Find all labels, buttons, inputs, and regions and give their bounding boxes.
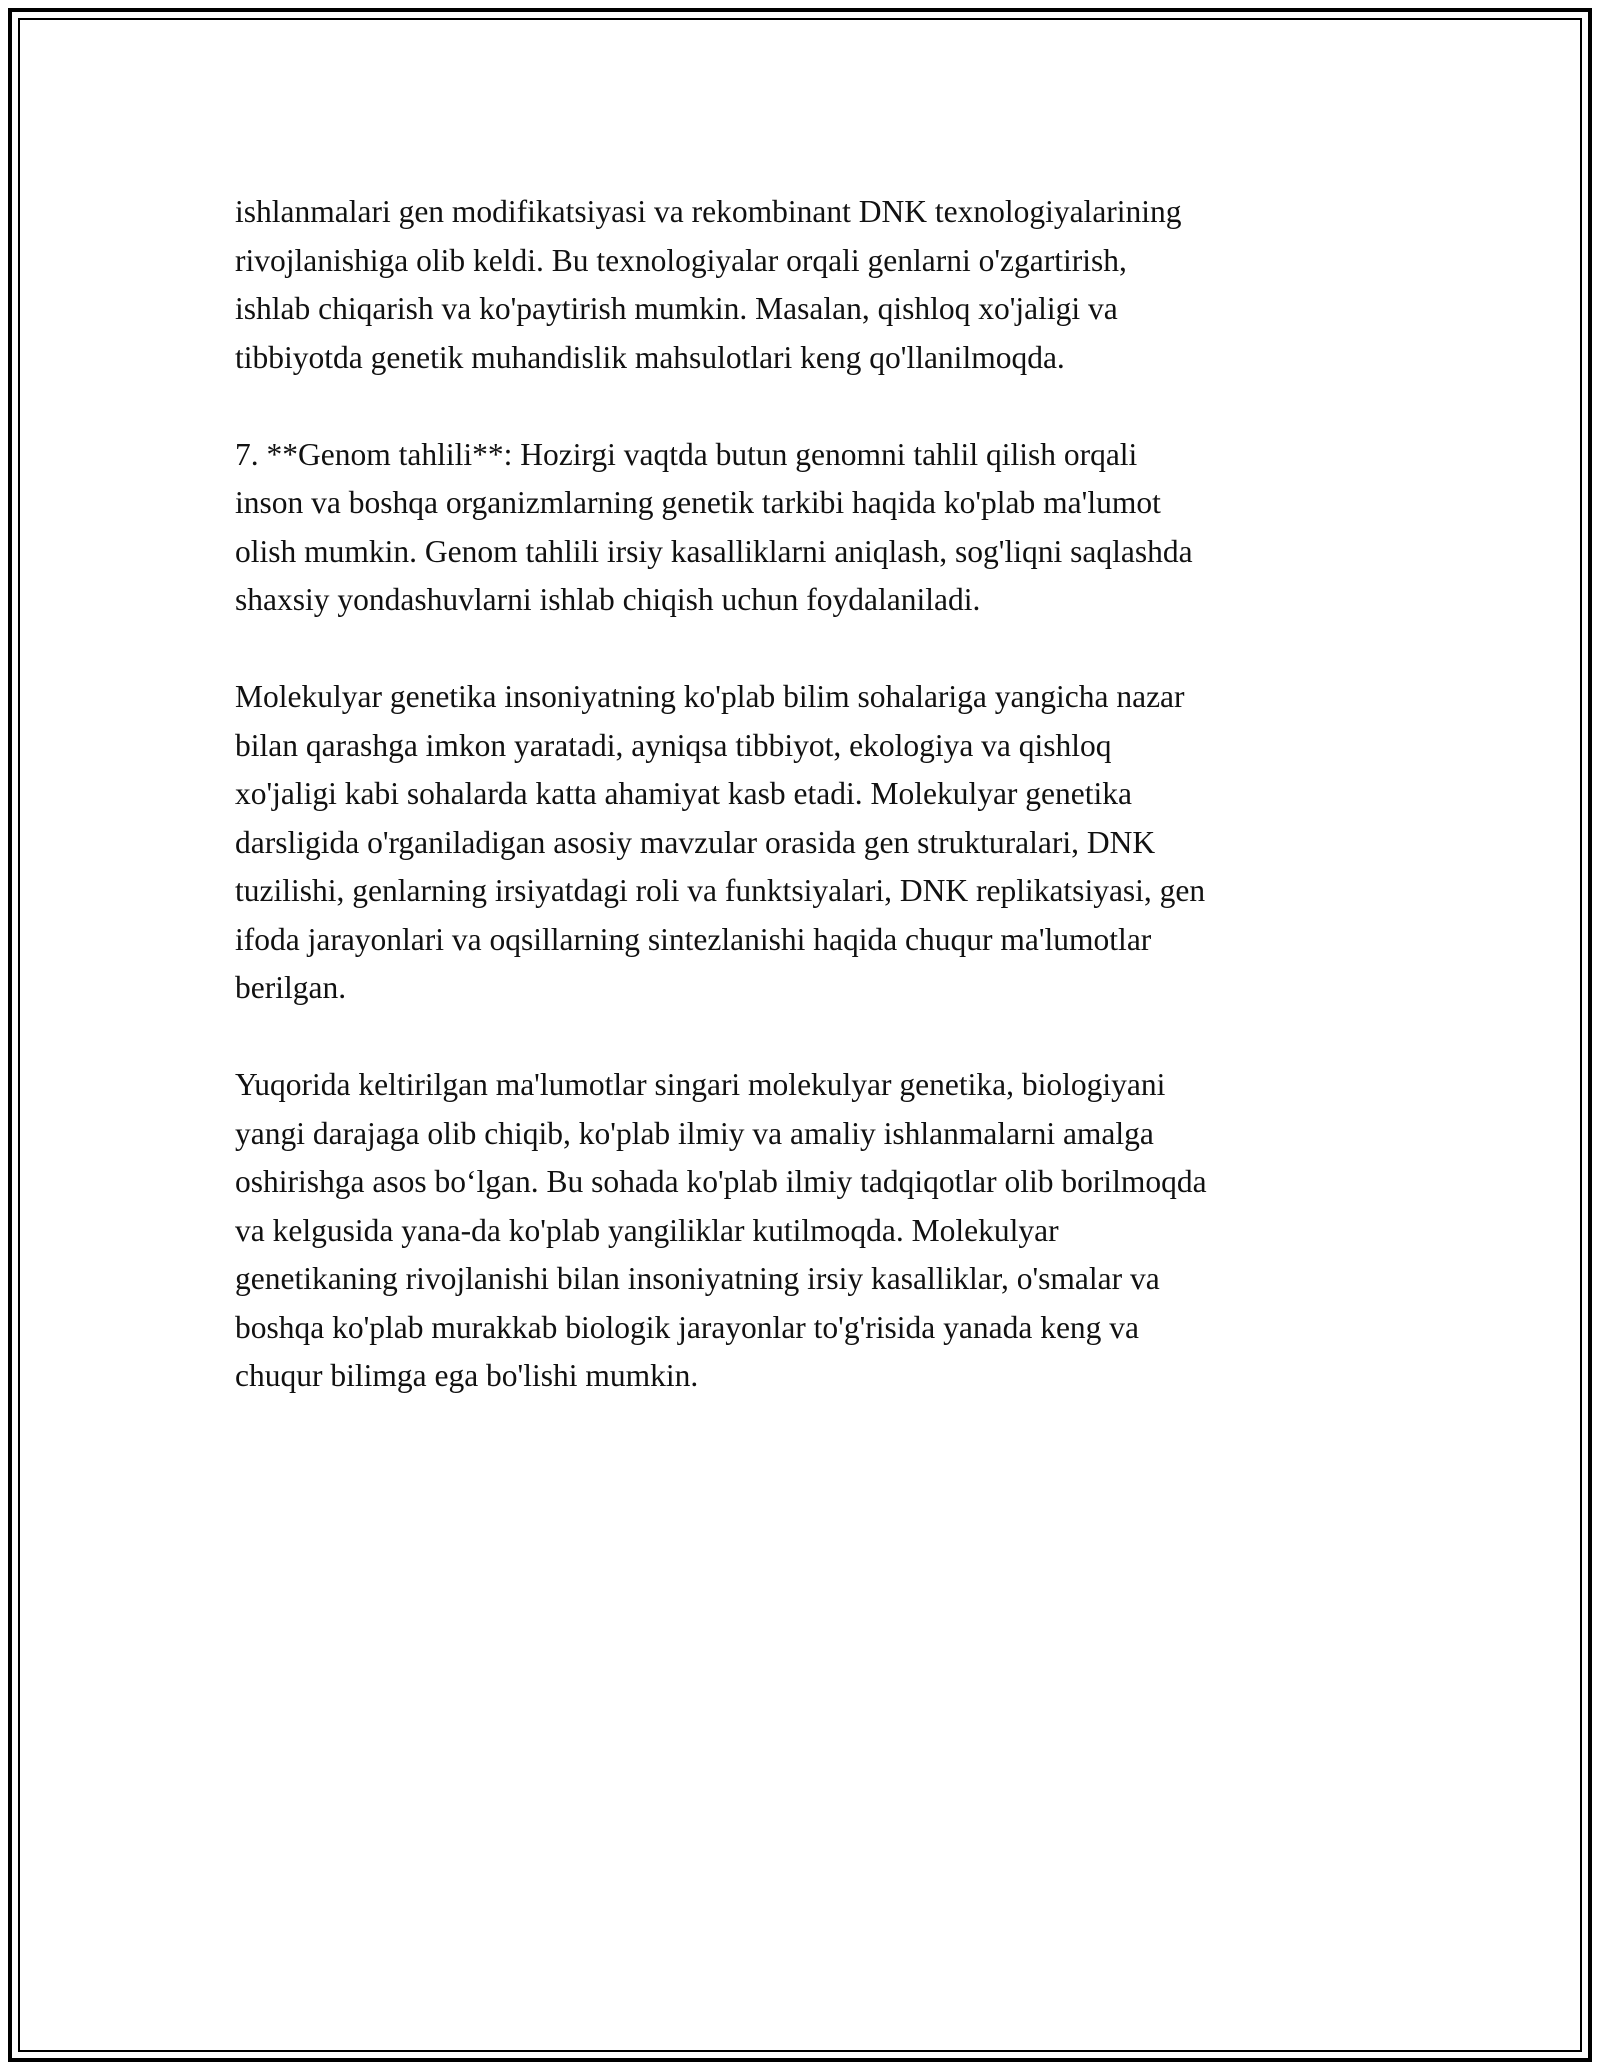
paragraph-conclusion: Yuqorida keltirilgan ma'lumotlar singari molekulyar genetika, biologiyani yangi darajaga olib chiqib, ko'plab ilmiy va amaliy ishlanmalarni amalga oshirishga asos bo‘lgan. Bu sohada ko'plab ilmiy tadqiqotlar olib borilmoqda va kelgusida yana-da ko'plab yangiliklar kutilmoqda. Molekulyar genetikaning rivojlanishi bilan insoniyatning irsiy kasalliklar, o'smalar va boshqa ko'plab murakkab biologik jarayonlar to'g'risida yanada keng va chuqur bilimga ega bo'lishi mumkin. <box>235 1067 1207 1393</box>
paragraph-gene-engineering-continuation: ishlanmalari gen modifikatsiyasi va rekombinant DNK texnologiyalarining rivojlanishiga olib keldi. Bu texnologiyalar orqali genlarni o'zgartirish, ishlab chiqarish va ko'paytirish mumkin. Masalan, qishloq xo'jaligi va tibbiyotda genetik muhandislik mahsulotlari keng qo'llanilmoqda. <box>235 194 1182 375</box>
paragraph-molecular-genetics-overview: Molekulyar genetika insoniyatning ko'plab bilim sohalariga yangicha nazar bilan qarashga imkon yaratadi, ayniqsa tibbiyot, ekologiya va qishloq xo'jaligi kabi sohalarda katta ahamiyat kasb etadi. Molekulyar genetika darsligida o'rganiladigan asosiy mavzular orasida gen strukturalari, DNK tuzilishi, genlarning irsiyatdagi roli va funktsiyalari, DNK replikatsiyasi, gen ifoda jarayonlari va oqsillarning sintezlanishi haqida chuqur ma'lumotlar berilgan. <box>235 679 1206 1005</box>
paragraph-genome-analysis: 7. **Genom tahlili**: Hozirgi vaqtda butun genomni tahlil qilish orqali inson va boshqa organizmlarning genetik tarkibi haqida ko'plab ma'lumot olish mumkin. Genom tahlili irsiy kasalliklarni aniqlash, sog'liqni saqlashda shaxsiy yondashuvlarni ishlab chiqish uchun foydalaniladi. <box>235 436 1193 617</box>
document-body <box>235 188 1375 1449</box>
